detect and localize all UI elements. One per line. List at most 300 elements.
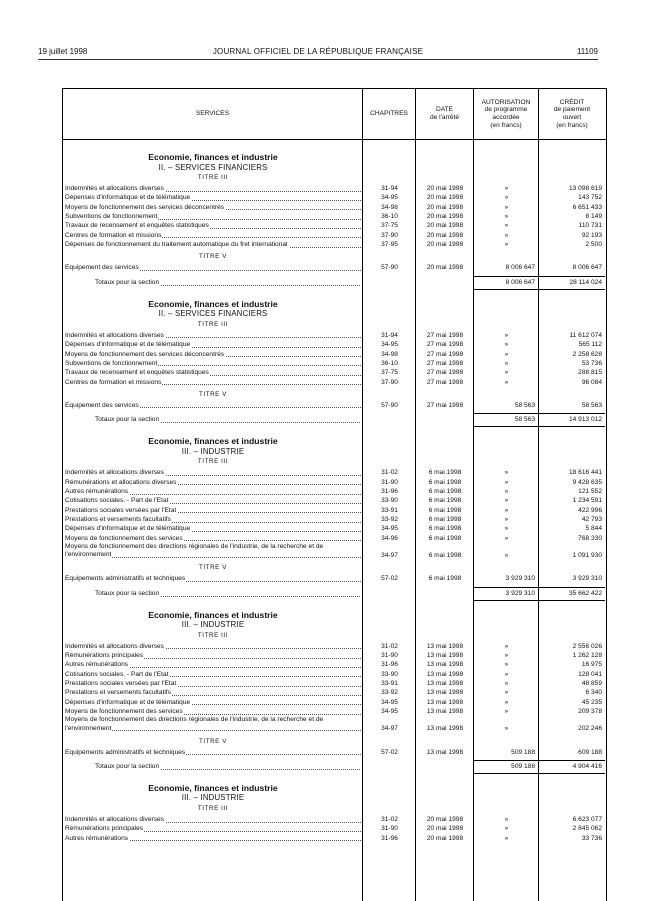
date-cell: 13 mai 1998 <box>426 670 464 678</box>
service-label <box>65 534 363 544</box>
service-label <box>65 203 363 213</box>
table-row <box>63 748 606 758</box>
section-title: Economie, finances et industrie <box>148 609 278 620</box>
service-label-text: Indemnités et allocations diverses <box>65 469 164 477</box>
autorisation-cell: » <box>504 525 509 533</box>
table-row <box>63 824 606 834</box>
service-label <box>65 679 363 689</box>
service-label <box>65 698 363 708</box>
chapitre-cell: 37-90 <box>381 378 398 386</box>
date-cell: 20 mai 1998 <box>426 203 464 211</box>
credit-cell: 6 340 <box>585 689 602 697</box>
titre-heading: TITRE III <box>197 320 229 328</box>
service-label-text: Rémunérations principales <box>65 825 144 833</box>
date-cell: 6 mai 1998 <box>428 575 462 583</box>
autorisation-cell: » <box>504 651 509 659</box>
credit-cell: 5 844 <box>585 525 602 533</box>
service-label <box>65 716 363 733</box>
service-label <box>65 340 363 350</box>
autorisation-cell: » <box>504 661 509 669</box>
table-row <box>63 660 606 670</box>
section-total-row <box>63 588 606 599</box>
autorisation-cell: » <box>504 222 509 230</box>
service-label <box>65 496 363 506</box>
date-cell: 27 mai 1998 <box>426 331 464 339</box>
table-row <box>63 651 606 661</box>
total-label-text: Totaux pour la section <box>95 762 160 770</box>
date-cell: 13 mai 1998 <box>426 748 464 756</box>
date-cell: 20 mai 1998 <box>426 213 464 221</box>
date-cell: 27 mai 1998 <box>426 401 464 409</box>
service-label <box>65 263 363 273</box>
table-row <box>63 707 606 717</box>
column-header-services: SERVICES <box>195 110 230 118</box>
table-row <box>63 240 606 250</box>
service-label-text: Moyens de fonctionnement des directions régionales de l'industrie, de la recherche et de l'environnement <box>65 716 324 732</box>
chapitre-cell: 34-95 <box>381 708 398 716</box>
autorisation-cell: » <box>504 506 509 514</box>
credit-cell: 143 752 <box>578 194 602 202</box>
credit-cell: 1 234 591 <box>572 497 602 505</box>
autorisation-cell: » <box>504 680 509 687</box>
autorisation-cell: » <box>504 478 509 486</box>
table-row <box>63 642 606 652</box>
service-label <box>65 515 363 525</box>
chapitre-cell: 57-02 <box>381 575 398 583</box>
service-label-text: Subventions de fonctionnement <box>65 359 158 367</box>
service-label-text: Equipements administratifs et techniques <box>65 748 186 756</box>
service-label <box>65 748 363 758</box>
service-label-text: Travaux de recensement et enquêtes statistiques <box>65 222 209 230</box>
chapitre-cell: 33-90 <box>381 497 398 505</box>
service-label-text: Dépenses de fonctionnement du traitement automatique du fret international <box>65 241 288 249</box>
section-heading <box>63 783 363 803</box>
credit-cell: 96 084 <box>581 378 602 386</box>
credit-cell: 42 793 <box>581 516 602 523</box>
autorisation-cell: » <box>504 670 509 678</box>
table-row <box>63 515 606 525</box>
total-label <box>95 414 360 425</box>
chapitre-cell: 33-91 <box>381 506 398 514</box>
date-cell: 13 mai 1998 <box>426 689 464 697</box>
date-cell: 27 mai 1998 <box>426 350 464 358</box>
service-label <box>65 543 363 560</box>
service-label-text: Centres de formation et missions <box>65 378 162 386</box>
table-row <box>63 359 606 369</box>
section-title: Economie, finances et industrie <box>148 782 278 793</box>
autorisation-cell: » <box>504 378 509 386</box>
autorisation-cell: » <box>504 185 509 192</box>
table-row <box>63 487 606 497</box>
date-cell: 6 mai 1998 <box>428 487 462 495</box>
credit-cell: 3 929 310 <box>572 575 602 583</box>
table-row <box>63 401 606 411</box>
credit-cell: 2 258 628 <box>572 350 602 358</box>
credit-cell: 609 188 <box>578 748 602 756</box>
service-label-text: Equipement des services <box>65 401 139 409</box>
table-row <box>63 368 606 378</box>
chapitre-cell: 36-10 <box>381 359 398 367</box>
service-label-text: Autres rémunérations <box>65 487 129 495</box>
credit-cell: 2 556 026 <box>572 642 602 650</box>
service-label-text: Cotisations sociales. - Part de l'Etat <box>65 670 169 678</box>
service-label <box>65 468 363 478</box>
titre-heading: TITRE III <box>197 458 229 466</box>
service-label <box>65 815 363 825</box>
chapitre-cell: 31-02 <box>381 815 398 823</box>
autorisation-cell: » <box>504 487 509 495</box>
total-autorisation: 8 006 647 <box>505 278 535 286</box>
section-total-row <box>63 761 606 772</box>
credit-cell: 565 112 <box>578 341 602 349</box>
total-label <box>95 277 360 288</box>
section-title: Economie, finances et industrie <box>148 298 278 309</box>
chapitre-cell: 33-91 <box>381 680 398 687</box>
credit-cell: 1 262 128 <box>572 651 602 659</box>
chapitre-cell: 37-75 <box>381 222 398 230</box>
table-row <box>63 716 606 733</box>
date-cell: 13 mai 1998 <box>426 724 464 732</box>
section-subtitle: II. – SERVICES FINANCIERS <box>158 309 268 319</box>
autorisation-cell: » <box>504 359 509 367</box>
credit-cell: 8 149 <box>585 213 602 221</box>
autorisation-cell: » <box>504 815 509 823</box>
credit-cell: 6 651 433 <box>572 203 602 211</box>
service-label <box>65 359 363 369</box>
section-total-row <box>63 414 606 425</box>
service-label <box>65 487 363 497</box>
service-label <box>65 193 363 203</box>
credit-cell: 48 859 <box>581 680 602 687</box>
chapitre-cell: 31-90 <box>381 651 398 659</box>
date-cell: 6 mai 1998 <box>428 516 462 523</box>
issue-date: 19 juillet 1998 <box>38 47 88 56</box>
section-subtitle: III. – INDUSTRIE <box>181 446 245 456</box>
chapitre-cell: 34-95 <box>381 698 398 706</box>
service-label-text: Dépenses d'informatique et de télématique <box>65 341 191 349</box>
section-title: Economie, finances et industrie <box>148 152 278 162</box>
credit-cell: 58 563 <box>581 401 602 409</box>
table-row <box>63 203 606 213</box>
total-label-text: Totaux pour la section <box>95 278 160 286</box>
table-row <box>63 698 606 708</box>
column-header-credit: CRÉDIT de paiement ouvert (en francs) <box>553 98 591 129</box>
date-cell: 6 mai 1998 <box>428 506 462 514</box>
table-row <box>63 263 606 273</box>
service-label <box>65 824 363 834</box>
autorisation-cell: » <box>504 724 509 732</box>
table-row <box>63 340 606 350</box>
total-rule <box>474 773 605 774</box>
autorisation-cell: » <box>504 203 509 211</box>
service-label <box>65 331 363 341</box>
autorisation-cell: » <box>504 231 509 239</box>
service-label-text: Autres rémunérations <box>65 661 129 669</box>
section-title: Economie, finances et industrie <box>148 436 278 447</box>
date-cell: 27 mai 1998 <box>426 359 464 367</box>
credit-cell: 2 500 <box>585 241 602 249</box>
service-label <box>65 240 363 250</box>
total-rule <box>474 289 605 290</box>
service-label-text: Prestations et versements facultatifs <box>65 689 171 697</box>
journal-title: JOURNAL OFFICIEL DE LA RÉPUBLIQUE FRANÇAISE <box>212 47 424 56</box>
credit-cell: 110 731 <box>578 222 602 230</box>
service-label-text: Indemnités et allocations diverses <box>65 185 164 192</box>
credit-cell: 422 996 <box>578 506 602 514</box>
autorisation-cell: » <box>504 331 509 339</box>
table-row <box>63 688 606 698</box>
service-label-text: Moyens de fonctionnement des services déconcentrés <box>65 350 225 358</box>
service-label <box>65 574 363 584</box>
autorisation-cell: 8 006 647 <box>505 264 535 272</box>
autorisation-cell: 3 929 310 <box>505 575 535 583</box>
titre-heading: TITRE V <box>199 564 227 572</box>
header-rule <box>38 59 598 60</box>
chapitre-cell: 57-02 <box>381 748 398 756</box>
chapitre-cell: 34-97 <box>381 551 398 559</box>
autorisation-cell: 58 563 <box>514 401 535 409</box>
service-label <box>65 670 363 680</box>
date-cell: 20 mai 1998 <box>426 834 464 842</box>
chapitre-cell: 37-75 <box>381 369 398 377</box>
table-row <box>63 350 606 360</box>
autorisation-cell: » <box>504 834 509 842</box>
date-cell: 20 mai 1998 <box>426 825 464 833</box>
service-label <box>65 506 363 516</box>
titre-heading: TITRE III <box>197 631 229 639</box>
service-label-text: Dépenses d'informatique et de télématique <box>65 525 191 533</box>
date-cell: 27 mai 1998 <box>426 378 464 386</box>
table-row <box>63 231 606 241</box>
chapitre-cell: 34-98 <box>381 350 398 358</box>
autorisation-cell: » <box>504 642 509 650</box>
service-label <box>65 642 363 652</box>
service-label-text: Dépenses d'informatique et de télématique <box>65 698 191 706</box>
table-row <box>63 670 606 680</box>
table-row <box>63 506 606 516</box>
chapitre-cell: 36-10 <box>381 213 398 221</box>
service-label <box>65 368 363 378</box>
table-row <box>63 184 606 194</box>
service-label-text: Moyens de fonctionnement des services déconcentrés <box>65 203 225 211</box>
table-row <box>63 574 606 584</box>
autorisation-cell: » <box>504 534 509 542</box>
section-heading <box>63 152 363 172</box>
autorisation-cell: » <box>504 194 509 202</box>
credit-cell: 53 736 <box>581 359 602 367</box>
credit-cell: 11 612 074 <box>569 331 602 339</box>
service-label-text: Indemnités et allocations diverses <box>65 331 164 339</box>
service-label <box>65 231 363 241</box>
service-label-text: Prestations sociales versées par l'Etat <box>65 506 177 514</box>
autorisation-cell: » <box>504 698 509 706</box>
chapitre-cell: 34-95 <box>381 194 398 202</box>
autorisation-cell: » <box>504 497 509 505</box>
table-row <box>63 478 606 488</box>
chapitre-cell: 34-96 <box>381 534 398 542</box>
section-heading <box>63 610 363 630</box>
service-label-text: Centres de formation et missions <box>65 231 162 239</box>
chapitre-cell: 31-90 <box>381 825 398 833</box>
total-label <box>95 588 360 599</box>
service-label-text: Travaux de recensement et enquêtes statistiques <box>65 369 209 377</box>
credit-cell: 92 193 <box>581 231 602 239</box>
section-total-row <box>63 277 606 288</box>
total-label-text: Totaux pour la section <box>95 416 160 424</box>
autorisation-cell: » <box>504 469 509 477</box>
service-label-text: Prestations sociales versées par l'Etat <box>65 680 177 687</box>
chapitre-cell: 37-90 <box>381 231 398 239</box>
chapitre-cell: 31-96 <box>381 661 398 669</box>
chapitre-cell: 31-90 <box>381 478 398 486</box>
service-label <box>65 707 363 717</box>
table-row <box>63 331 606 341</box>
total-credit: 28 114 024 <box>569 278 602 286</box>
chapitre-cell: 34-97 <box>381 724 398 732</box>
service-label-text: Dépenses d'informatique et de télématique <box>65 194 191 202</box>
service-label <box>65 350 363 360</box>
autorisation-cell: » <box>504 825 509 833</box>
service-label-text: Moyens de fonctionnement des services <box>65 534 183 542</box>
service-label-text: Indemnités et allocations diverses <box>65 815 164 823</box>
service-label <box>65 660 363 670</box>
autorisation-cell: » <box>504 689 509 697</box>
table-row <box>63 221 606 231</box>
date-cell: 6 mai 1998 <box>428 478 462 486</box>
service-label <box>65 221 363 231</box>
credit-cell: 6 623 077 <box>572 815 602 823</box>
chapitre-cell: 34-95 <box>381 525 398 533</box>
date-cell: 20 mai 1998 <box>426 264 464 272</box>
service-label <box>65 651 363 661</box>
autorisation-cell: » <box>504 350 509 358</box>
total-rule <box>474 426 605 427</box>
service-label-text: Prestations et versements facultatifs <box>65 516 171 523</box>
credit-cell: 16 975 <box>581 661 602 669</box>
date-cell: 6 mai 1998 <box>428 534 462 542</box>
credit-cell: 128 041 <box>578 670 602 678</box>
credit-cell: 121 552 <box>578 487 602 495</box>
service-label-text: Subventions de fonctionnement <box>65 213 158 221</box>
section-subtitle: III. – INDUSTRIE <box>181 620 245 630</box>
table-row <box>63 212 606 222</box>
table-row <box>63 468 606 478</box>
total-credit: 35 662 422 <box>568 589 602 597</box>
chapitre-cell: 31-96 <box>381 834 398 842</box>
chapitre-cell: 57-90 <box>381 401 398 409</box>
total-rule <box>474 600 605 601</box>
date-cell: 13 mai 1998 <box>426 708 464 716</box>
service-label-text: Moyens de fonctionnement des services <box>65 708 183 716</box>
titre-heading: TITRE V <box>199 737 227 745</box>
chapitre-cell: 37-95 <box>381 241 398 249</box>
service-label-text: Autres rémunérations <box>65 834 129 842</box>
date-cell: 20 mai 1998 <box>426 241 464 249</box>
date-cell: 6 mai 1998 <box>428 551 462 559</box>
chapitre-cell: 31-02 <box>381 642 398 650</box>
autorisation-cell: » <box>504 369 509 377</box>
table-row <box>63 378 606 388</box>
service-label-text: Cotisations sociales. - Part de l'Etat <box>65 497 169 505</box>
service-label <box>65 834 363 844</box>
table-body <box>63 140 606 901</box>
total-label-text: Totaux pour la section <box>95 589 160 597</box>
date-cell: 20 mai 1998 <box>426 222 464 230</box>
titre-heading: TITRE III <box>197 804 229 812</box>
credits-table <box>62 88 607 901</box>
total-credit: 14 913 012 <box>568 416 602 424</box>
credit-cell: 1 091 930 <box>572 551 602 559</box>
autorisation-cell: » <box>504 551 509 559</box>
page-header <box>38 47 598 59</box>
date-cell: 20 mai 1998 <box>426 185 464 192</box>
credit-cell: 768 330 <box>578 534 602 542</box>
service-label <box>65 524 363 534</box>
autorisation-cell: » <box>504 708 509 716</box>
table-row <box>63 534 606 544</box>
column-header-autorisation: AUTORISATION de programme accordée (en francs) <box>481 98 531 129</box>
column-header-row <box>63 89 606 140</box>
titre-heading: TITRE III <box>197 174 229 181</box>
credit-cell: 45 235 <box>581 698 602 706</box>
total-label <box>95 761 360 772</box>
service-label <box>65 478 363 488</box>
section-subtitle: II. – SERVICES FINANCIERS <box>158 162 268 172</box>
column-header-chapitres: CHAPITRES <box>370 110 408 118</box>
credit-cell: 18 616 441 <box>568 469 602 477</box>
column-header-date: DATE de l'arrêté <box>429 106 460 121</box>
service-label-text: Moyens de fonctionnement des directions régionales de l'industrie, de la recherche et de l'environnement <box>65 543 324 559</box>
table-row <box>63 815 606 825</box>
autorisation-cell: » <box>504 213 509 221</box>
chapitre-cell: 33-92 <box>381 689 398 697</box>
service-label <box>65 184 363 194</box>
total-autorisation: 509 188 <box>511 762 535 770</box>
table-row <box>63 524 606 534</box>
chapitre-cell: 34-98 <box>381 203 398 211</box>
credit-cell: 33 736 <box>581 834 602 842</box>
date-cell: 20 mai 1998 <box>426 194 464 202</box>
page-number: 11109 <box>576 47 598 56</box>
table-row <box>63 496 606 506</box>
chapitre-cell: 33-92 <box>381 516 398 523</box>
service-label <box>65 212 363 222</box>
date-cell: 13 mai 1998 <box>426 661 464 669</box>
total-autorisation: 3 929 310 <box>505 589 535 597</box>
titre-heading: TITRE V <box>199 390 227 398</box>
service-label <box>65 401 363 411</box>
date-cell: 27 mai 1998 <box>426 341 464 349</box>
credit-cell: 9 428 635 <box>572 478 602 486</box>
autorisation-cell: » <box>504 341 509 349</box>
total-credit: 4 904 416 <box>572 762 602 770</box>
date-cell: 13 mai 1998 <box>426 698 464 706</box>
chapitre-cell: 34-95 <box>381 341 398 349</box>
table-row <box>63 543 606 560</box>
chapitre-cell: 33-90 <box>381 670 398 678</box>
autorisation-cell: 509 188 <box>511 748 535 756</box>
chapitre-cell: 57-90 <box>381 264 398 272</box>
service-label-text: Rémunérations et allocations diverses <box>65 478 177 486</box>
service-label-text: Rémunérations principales <box>65 651 144 659</box>
credit-cell: 288 815 <box>578 369 602 377</box>
date-cell: 13 mai 1998 <box>426 642 464 650</box>
date-cell: 27 mai 1998 <box>426 369 464 377</box>
date-cell: 20 mai 1998 <box>426 231 464 239</box>
service-label <box>65 378 363 388</box>
credit-cell: 8 006 647 <box>572 264 602 272</box>
credit-cell: 202 246 <box>578 724 602 732</box>
